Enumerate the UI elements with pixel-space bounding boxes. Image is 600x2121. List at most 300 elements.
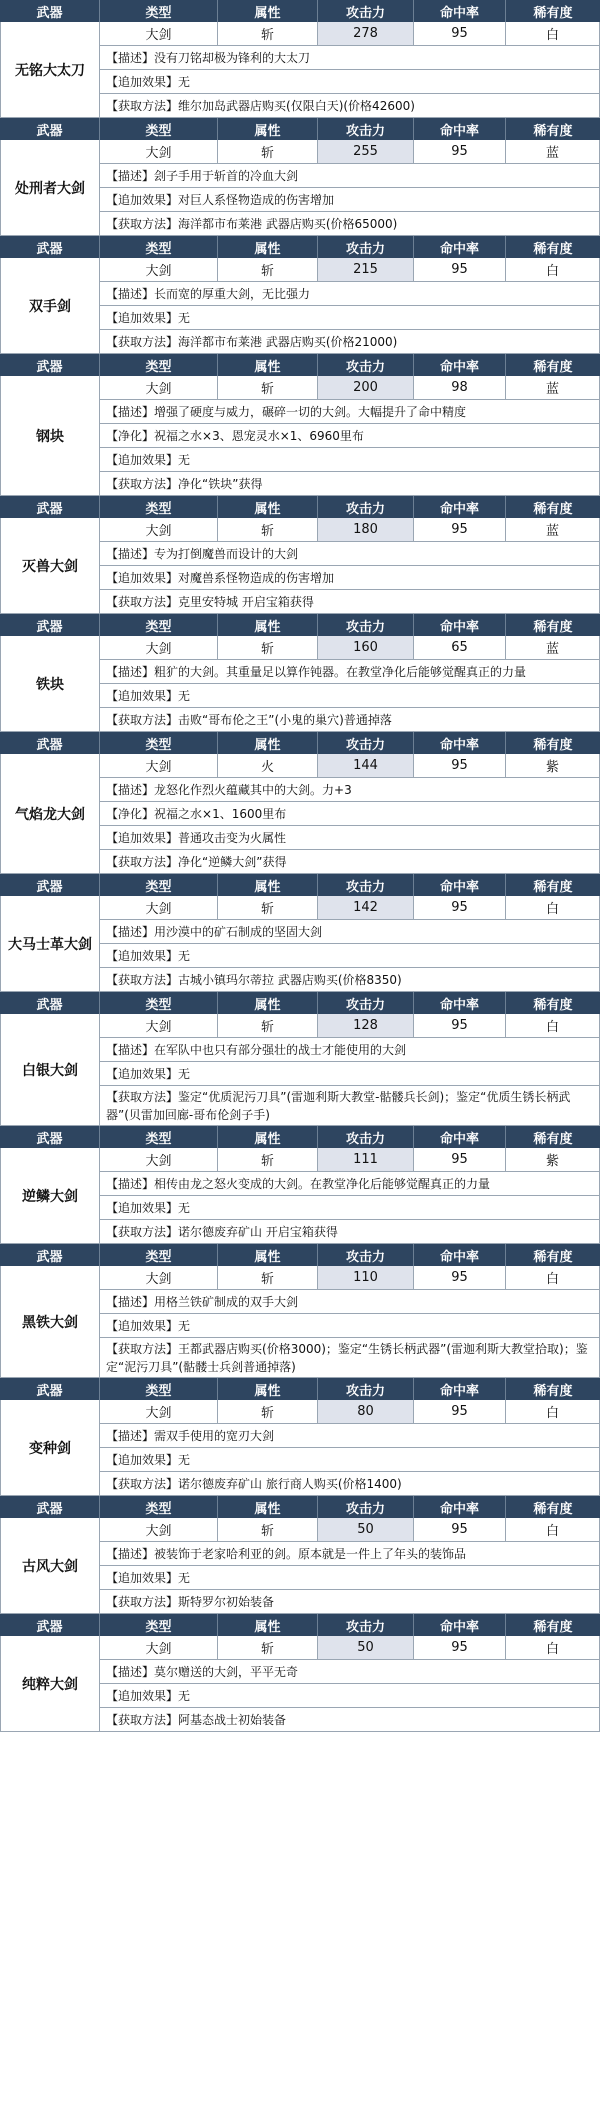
weapon-attribute: 斩 xyxy=(218,636,318,659)
info-value: 莫尔赠送的大剑，平平无奇 xyxy=(154,1664,299,1679)
header-rarity: 稀有度 xyxy=(533,1249,573,1265)
table-header-row xyxy=(0,0,600,22)
weapon-name: 变种剑 xyxy=(0,1400,100,1496)
stats-row xyxy=(100,1636,600,1660)
header-attribute: 属性 xyxy=(218,1378,318,1400)
header-attribute: 属性 xyxy=(218,1614,318,1636)
info-value: 龙怒化作烈火蕴藏其中的大剑。力+3 xyxy=(154,782,352,797)
stats-row xyxy=(100,140,600,164)
info-label: 【获取方法】 xyxy=(106,98,179,113)
info-text xyxy=(106,309,190,327)
weapon-attribute: 斩 xyxy=(218,1636,318,1659)
weapon-hit-rate: 65 xyxy=(414,636,506,659)
header-attack: 攻击力 xyxy=(318,874,414,896)
info-text xyxy=(106,1687,190,1705)
info-row xyxy=(100,1448,600,1472)
header-rarity: 稀有度 xyxy=(533,501,573,517)
header-attribute: 属性 xyxy=(218,354,318,376)
header-hit-rate: 命中率 xyxy=(414,614,506,636)
header-rarity: 稀有度 xyxy=(533,879,573,895)
info-text xyxy=(106,663,526,681)
weapon-type: 大剑 xyxy=(100,1266,218,1289)
info-row xyxy=(100,1590,600,1614)
header-weapon: 武器 xyxy=(0,1244,100,1266)
weapon-block xyxy=(0,732,600,874)
info-row xyxy=(100,1172,600,1196)
info-value: 相传由龙之怒火变成的大剑。在教堂净化后能够觉醒真正的力量 xyxy=(154,1176,491,1191)
info-text xyxy=(106,829,286,847)
weapon-body xyxy=(0,1636,600,1732)
weapon-body xyxy=(0,1400,600,1496)
header-hit-rate: 命中率 xyxy=(414,1496,506,1518)
weapon-type: 大剑 xyxy=(100,636,218,659)
weapon-type: 大剑 xyxy=(100,518,218,541)
info-text xyxy=(106,1065,190,1083)
info-label: 【获取方法】 xyxy=(106,1594,179,1609)
weapon-block xyxy=(0,1378,600,1496)
header-attribute: 属性 xyxy=(218,614,318,636)
weapon-body xyxy=(0,1014,600,1126)
header-weapon: 武器 xyxy=(0,992,100,1014)
weapon-name: 逆鳞大剑 xyxy=(0,1148,100,1244)
weapon-rarity: 紫 xyxy=(506,1148,600,1171)
info-row xyxy=(100,660,600,684)
header-type: 类型 xyxy=(100,0,218,22)
weapon-rarity: 蓝 xyxy=(506,636,600,659)
info-row xyxy=(100,850,600,874)
info-label: 【获取方法】 xyxy=(106,594,179,609)
header-weapon: 武器 xyxy=(0,118,100,140)
header-hit-rate: 命中率 xyxy=(414,874,506,896)
info-label: 【净化】 xyxy=(106,428,155,443)
info-text xyxy=(106,167,298,185)
info-row xyxy=(100,542,600,566)
table-header-row xyxy=(0,732,600,754)
table-header-row xyxy=(0,1614,600,1636)
info-row xyxy=(100,306,600,330)
info-label: 【获取方法】 xyxy=(106,854,179,869)
info-label: 【描述】 xyxy=(106,1428,155,1443)
stats-row xyxy=(100,376,600,400)
weapon-attack: 180 xyxy=(318,518,414,541)
weapon-block xyxy=(0,0,600,118)
weapon-type: 大剑 xyxy=(100,376,218,399)
info-label: 【追加效果】 xyxy=(106,948,179,963)
weapon-hit-rate: 95 xyxy=(414,1400,506,1423)
info-text xyxy=(106,403,466,421)
info-label: 【获取方法】 xyxy=(106,712,179,727)
info-label: 【获取方法】 xyxy=(106,1712,179,1727)
info-value: 需双手使用的宽刃大剑 xyxy=(154,1428,275,1443)
info-row xyxy=(100,212,600,236)
weapon-block xyxy=(0,992,600,1126)
info-text xyxy=(106,1663,298,1681)
info-text xyxy=(106,781,352,799)
weapon-attack: 80 xyxy=(318,1400,414,1423)
info-text xyxy=(106,805,286,823)
weapon-rarity: 白 xyxy=(506,1266,600,1289)
info-label: 【描述】 xyxy=(106,782,155,797)
header-rarity: 稀有度 xyxy=(533,241,573,257)
info-text xyxy=(106,49,310,67)
info-row xyxy=(100,1542,600,1566)
weapon-attribute: 斩 xyxy=(218,1014,318,1037)
weapon-block xyxy=(0,614,600,732)
header-weapon: 武器 xyxy=(0,1614,100,1636)
weapon-rarity: 白 xyxy=(506,1518,600,1541)
weapon-attack: 50 xyxy=(318,1636,414,1659)
header-weapon: 武器 xyxy=(0,236,100,258)
info-value: 海洋都市布莱港 武器店购买(价格21000) xyxy=(178,334,398,349)
weapon-rarity: 白 xyxy=(506,896,600,919)
info-text xyxy=(106,687,190,705)
header-attribute: 属性 xyxy=(218,732,318,754)
header-weapon: 武器 xyxy=(0,732,100,754)
info-row xyxy=(100,1314,600,1338)
info-label: 【追加效果】 xyxy=(106,1200,179,1215)
weapon-details xyxy=(100,22,600,118)
weapon-attack: 255 xyxy=(318,140,414,163)
header-rarity: 稀有度 xyxy=(533,997,573,1013)
weapon-attack: 128 xyxy=(318,1014,414,1037)
info-label: 【获取方法】 xyxy=(106,334,179,349)
info-row xyxy=(100,164,600,188)
info-value: 没有刀铭却极为锋利的大太刀 xyxy=(154,50,311,65)
weapon-block xyxy=(0,1614,600,1732)
header-attack: 攻击力 xyxy=(318,0,414,22)
info-text xyxy=(106,923,322,941)
info-value: 净化“铁块”获得 xyxy=(178,476,263,491)
header-type: 类型 xyxy=(100,496,218,518)
header-attribute: 属性 xyxy=(218,236,318,258)
weapon-hit-rate: 95 xyxy=(414,1266,506,1289)
header-weapon: 武器 xyxy=(0,614,100,636)
header-hit-rate: 命中率 xyxy=(414,354,506,376)
info-text xyxy=(106,1317,190,1335)
header-type: 类型 xyxy=(100,874,218,896)
info-label: 【获取方法】 xyxy=(106,972,179,987)
header-attribute: 属性 xyxy=(218,1126,318,1148)
stats-row xyxy=(100,1518,600,1542)
header-weapon: 武器 xyxy=(0,874,100,896)
info-label: 【描述】 xyxy=(106,1546,155,1561)
weapon-type: 大剑 xyxy=(100,22,218,45)
table-header-row xyxy=(0,496,600,518)
weapon-attribute: 斩 xyxy=(218,896,318,919)
weapon-details xyxy=(100,140,600,236)
table-header-row xyxy=(0,1378,600,1400)
info-label: 【获取方法】 xyxy=(106,476,179,491)
info-value: 祝福之水×1、1600里布 xyxy=(154,806,287,821)
weapon-attribute: 斩 xyxy=(218,1266,318,1289)
info-row xyxy=(100,708,600,732)
header-type: 类型 xyxy=(100,1496,218,1518)
info-row xyxy=(100,802,600,826)
weapon-details xyxy=(100,376,600,496)
info-value: 被装饰于老家哈利亚的剑。原本就是一件上了年头的装饰品 xyxy=(154,1546,467,1561)
info-value: 海洋都市布莱港 武器店购买(价格65000) xyxy=(178,216,398,231)
info-row xyxy=(100,1684,600,1708)
header-attack: 攻击力 xyxy=(318,496,414,518)
info-row xyxy=(100,920,600,944)
info-text xyxy=(106,1593,274,1611)
table-header-row xyxy=(0,874,600,896)
header-attribute: 属性 xyxy=(218,496,318,518)
info-value: 无 xyxy=(178,74,191,89)
table-header-row xyxy=(0,1496,600,1518)
info-text xyxy=(106,593,314,611)
weapon-attack: 50 xyxy=(318,1518,414,1541)
table-header-row xyxy=(0,1244,600,1266)
info-row xyxy=(100,1196,600,1220)
weapon-body xyxy=(0,754,600,874)
info-text xyxy=(106,1088,593,1124)
header-type: 类型 xyxy=(100,118,218,140)
header-attribute: 属性 xyxy=(218,118,318,140)
info-value: 诺尔德废弃矿山 旅行商人购买(价格1400) xyxy=(178,1476,402,1491)
weapon-rarity: 白 xyxy=(506,22,600,45)
info-label: 【获取方法】 xyxy=(106,1089,179,1104)
info-value: 王都武器店购买(价格3000)；鉴定“生锈长柄武器”(雷迦利斯大教堂拾取)；鉴定“泥污刀具”(骷髅士兵剑普通掉落) xyxy=(106,1341,588,1374)
weapon-block xyxy=(0,236,600,354)
info-label: 【追加效果】 xyxy=(106,830,179,845)
header-type: 类型 xyxy=(100,1244,218,1266)
info-text xyxy=(106,569,334,587)
info-row xyxy=(100,1086,600,1126)
weapon-hit-rate: 95 xyxy=(414,258,506,281)
weapon-name: 灭兽大剑 xyxy=(0,518,100,614)
table-header-row xyxy=(0,992,600,1014)
info-value: 净化“逆鳞大剑”获得 xyxy=(178,854,287,869)
info-value: 粗犷的大剑。其重量足以算作钝器。在教堂净化后能够觉醒真正的力量 xyxy=(154,664,527,679)
info-value: 无 xyxy=(178,1318,191,1333)
info-label: 【描述】 xyxy=(106,1664,155,1679)
info-row xyxy=(100,684,600,708)
weapon-attribute: 斩 xyxy=(218,1518,318,1541)
weapon-details xyxy=(100,1636,600,1732)
info-text xyxy=(106,1475,402,1493)
header-attack: 攻击力 xyxy=(318,992,414,1014)
stats-row xyxy=(100,22,600,46)
header-rarity: 稀有度 xyxy=(533,1131,573,1147)
weapon-name: 处刑者大剑 xyxy=(0,140,100,236)
info-row xyxy=(100,330,600,354)
info-value: 长而宽的厚重大剑，无比强力 xyxy=(154,286,311,301)
info-label: 【获取方法】 xyxy=(106,1224,179,1239)
info-value: 维尔加岛武器店购买(仅限白天)(价格42600) xyxy=(178,98,415,113)
header-hit-rate: 命中率 xyxy=(414,1244,506,1266)
weapon-body xyxy=(0,376,600,496)
weapon-attack: 200 xyxy=(318,376,414,399)
weapon-details xyxy=(100,1518,600,1614)
info-text xyxy=(106,1451,190,1469)
info-text xyxy=(106,1041,406,1059)
info-label: 【追加效果】 xyxy=(106,1452,179,1467)
weapon-body xyxy=(0,896,600,992)
info-row xyxy=(100,472,600,496)
info-label: 【获取方法】 xyxy=(106,216,179,231)
weapon-name: 铁块 xyxy=(0,636,100,732)
info-row xyxy=(100,1220,600,1244)
info-label: 【描述】 xyxy=(106,924,155,939)
weapon-details xyxy=(100,518,600,614)
weapon-attribute: 斩 xyxy=(218,1400,318,1423)
weapon-block xyxy=(0,1496,600,1614)
info-row xyxy=(100,944,600,968)
stats-row xyxy=(100,1400,600,1424)
info-row xyxy=(100,1062,600,1086)
info-row xyxy=(100,1566,600,1590)
weapon-details xyxy=(100,1266,600,1378)
table-header-row xyxy=(0,1126,600,1148)
info-value: 祝福之水×3、恩宠灵水×1、6960里布 xyxy=(154,428,364,443)
weapon-hit-rate: 98 xyxy=(414,376,506,399)
header-type: 类型 xyxy=(100,614,218,636)
info-text xyxy=(106,97,415,115)
weapon-type: 大剑 xyxy=(100,1636,218,1659)
weapon-type: 大剑 xyxy=(100,1014,218,1037)
info-text xyxy=(106,1223,338,1241)
info-row xyxy=(100,1038,600,1062)
info-row xyxy=(100,1660,600,1684)
weapon-details xyxy=(100,636,600,732)
info-label: 【追加效果】 xyxy=(106,310,179,325)
info-value: 击败“哥布伦之王”(小鬼的巢穴)普通掉落 xyxy=(178,712,392,727)
info-label: 【追加效果】 xyxy=(106,452,179,467)
header-attack: 攻击力 xyxy=(318,614,414,636)
info-row xyxy=(100,1290,600,1314)
info-value: 在军队中也只有部分强壮的战士才能使用的大剑 xyxy=(154,1042,407,1057)
header-rarity: 稀有度 xyxy=(533,123,573,139)
info-label: 【描述】 xyxy=(106,404,155,419)
header-hit-rate: 命中率 xyxy=(414,1614,506,1636)
weapon-attribute: 斩 xyxy=(218,518,318,541)
weapon-type: 大剑 xyxy=(100,1518,218,1541)
weapon-attack: 215 xyxy=(318,258,414,281)
weapon-hit-rate: 95 xyxy=(414,1148,506,1171)
info-text xyxy=(106,1545,466,1563)
info-row xyxy=(100,1338,600,1378)
weapon-name: 无铭大太刀 xyxy=(0,22,100,118)
info-label: 【追加效果】 xyxy=(106,1318,179,1333)
info-value: 诺尔德废弃矿山 开启宝箱获得 xyxy=(178,1224,338,1239)
info-text xyxy=(106,971,402,989)
weapon-attack: 110 xyxy=(318,1266,414,1289)
stats-row xyxy=(100,1014,600,1038)
header-hit-rate: 命中率 xyxy=(414,496,506,518)
info-text xyxy=(106,947,190,965)
info-row xyxy=(100,1424,600,1448)
header-weapon: 武器 xyxy=(0,1378,100,1400)
info-row xyxy=(100,282,600,306)
header-attribute: 属性 xyxy=(218,992,318,1014)
weapon-rarity: 紫 xyxy=(506,754,600,777)
info-label: 【获取方法】 xyxy=(106,1341,179,1356)
info-text xyxy=(106,1293,298,1311)
weapon-attribute: 斩 xyxy=(218,258,318,281)
weapon-name: 古风大剑 xyxy=(0,1518,100,1614)
info-row xyxy=(100,94,600,118)
info-value: 无 xyxy=(178,1688,191,1703)
header-attack: 攻击力 xyxy=(318,1614,414,1636)
info-text xyxy=(106,1199,190,1217)
info-label: 【追加效果】 xyxy=(106,74,179,89)
info-label: 【描述】 xyxy=(106,50,155,65)
weapon-attack: 160 xyxy=(318,636,414,659)
stats-row xyxy=(100,258,600,282)
info-value: 专为打倒魔兽而设计的大剑 xyxy=(154,546,299,561)
info-label: 【描述】 xyxy=(106,168,155,183)
weapon-hit-rate: 95 xyxy=(414,754,506,777)
header-type: 类型 xyxy=(100,354,218,376)
weapon-body xyxy=(0,22,600,118)
info-value: 无 xyxy=(178,310,191,325)
info-value: 无 xyxy=(178,452,191,467)
header-type: 类型 xyxy=(100,1126,218,1148)
table-header-row xyxy=(0,236,600,258)
info-row xyxy=(100,1472,600,1496)
info-row xyxy=(100,590,600,614)
weapon-rarity: 蓝 xyxy=(506,376,600,399)
header-type: 类型 xyxy=(100,1378,218,1400)
info-text xyxy=(106,1340,593,1376)
weapon-hit-rate: 95 xyxy=(414,1014,506,1037)
info-text xyxy=(106,285,310,303)
info-text xyxy=(106,73,190,91)
info-value: 无 xyxy=(178,1066,191,1081)
header-weapon: 武器 xyxy=(0,0,100,22)
info-row xyxy=(100,70,600,94)
weapon-type: 大剑 xyxy=(100,896,218,919)
stats-row xyxy=(100,896,600,920)
info-text xyxy=(106,427,364,445)
header-attribute: 属性 xyxy=(218,1244,318,1266)
header-rarity: 稀有度 xyxy=(533,1383,573,1399)
stats-row xyxy=(100,518,600,542)
weapon-type: 大剑 xyxy=(100,258,218,281)
stats-row xyxy=(100,1148,600,1172)
info-value: 无 xyxy=(178,948,191,963)
info-text xyxy=(106,1711,286,1729)
weapon-name: 纯粹大剑 xyxy=(0,1636,100,1732)
header-attribute: 属性 xyxy=(218,0,318,22)
weapon-details xyxy=(100,1014,600,1126)
header-hit-rate: 命中率 xyxy=(414,1126,506,1148)
weapon-body xyxy=(0,1266,600,1378)
weapon-body xyxy=(0,258,600,354)
info-row xyxy=(100,566,600,590)
weapon-type: 大剑 xyxy=(100,1148,218,1171)
weapon-block xyxy=(0,118,600,236)
info-text xyxy=(106,333,397,351)
weapon-body xyxy=(0,1148,600,1244)
info-label: 【追加效果】 xyxy=(106,192,179,207)
header-attack: 攻击力 xyxy=(318,1496,414,1518)
info-value: 无 xyxy=(178,688,191,703)
weapon-type: 大剑 xyxy=(100,140,218,163)
weapon-attack: 142 xyxy=(318,896,414,919)
header-type: 类型 xyxy=(100,732,218,754)
weapon-attribute: 斩 xyxy=(218,1148,318,1171)
stats-row xyxy=(100,1266,600,1290)
info-label: 【追加效果】 xyxy=(106,688,179,703)
info-row xyxy=(100,46,600,70)
weapon-rarity: 白 xyxy=(506,258,600,281)
info-row xyxy=(100,424,600,448)
info-value: 阿基态战士初始装备 xyxy=(178,1712,287,1727)
info-label: 【描述】 xyxy=(106,286,155,301)
weapon-attack: 278 xyxy=(318,22,414,45)
